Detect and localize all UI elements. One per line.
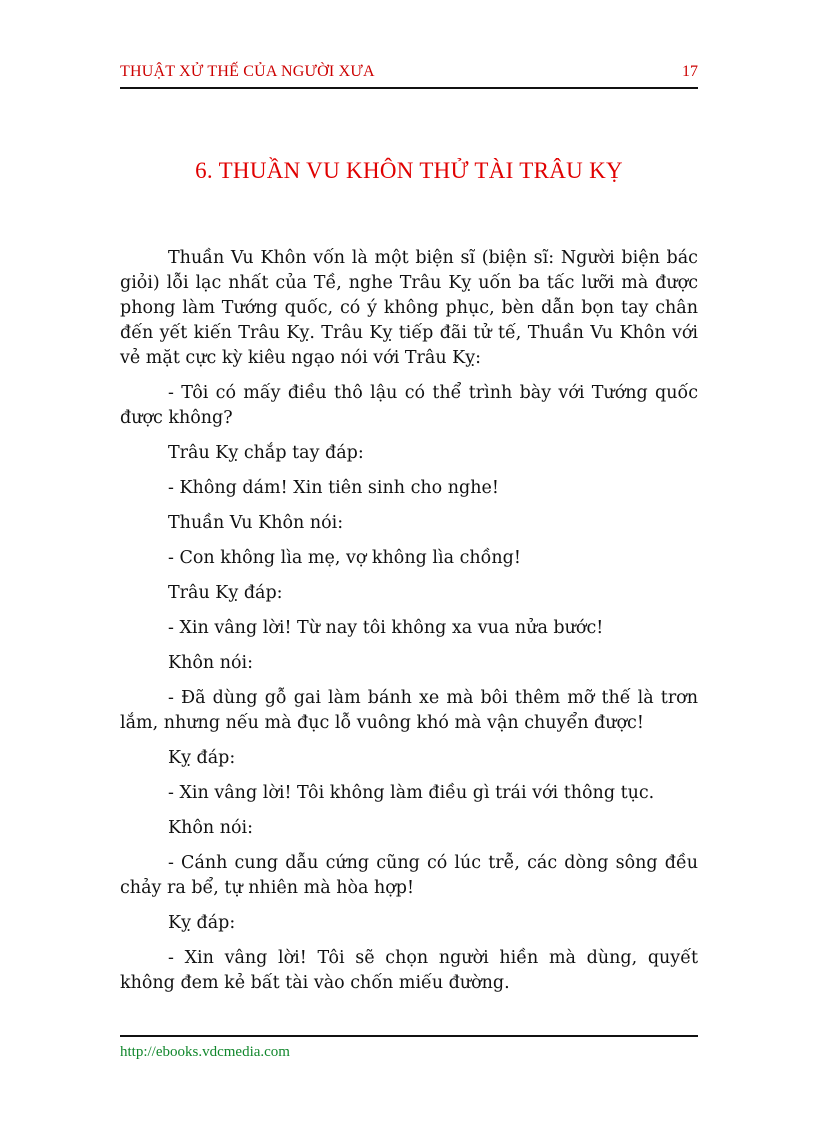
paragraph: - Con không lìa mẹ, vợ không lìa chồng!: [168, 548, 521, 568]
paragraph: Khôn nói:: [168, 653, 254, 673]
paragraph: Khôn nói:: [168, 818, 254, 838]
chapter-title: 6. THUẦN VU KHÔN THỬ TÀI TRÂU KỴ: [195, 158, 623, 183]
paragraph: - Không dám! Xin tiên sinh cho nghe!: [168, 478, 499, 498]
paragraph: - Đã dùng gỗ gai làm bánh xe mà bôi thêm mỡ thế là trơn lắm, nhưng nếu mà đục lỗ vuông khó mà vận chuyển được!: [120, 688, 698, 733]
paragraph: - Xin vâng lời! Tôi sẽ chọn người hiền mà dùng, quyết không đem kẻ bất tài vào chốn miếu đường.: [120, 948, 698, 993]
paragraph: - Cánh cung dẫu cứng cũng có lúc trễ, các dòng sông đều chảy ra bể, tự nhiên mà hòa hợp!: [120, 853, 698, 898]
paragraph: Thuần Vu Khôn nói:: [168, 513, 344, 533]
paragraph: Trâu Kỵ chắp tay đáp:: [168, 443, 364, 463]
paragraph: - Tôi có mấy điều thô lậu có thể trình bày với Tướng quốc được không?: [120, 383, 698, 428]
paragraph: Kỵ đáp:: [168, 913, 236, 933]
footer-divider: [120, 1035, 698, 1037]
header-divider: [120, 87, 698, 89]
book-title: THUẬT XỬ THẾ CỦA NGƯỜI XƯA: [120, 63, 375, 80]
paragraph: Thuần Vu Khôn vốn là một biện sĩ (biện sĩ: Người biện bác giỏi) lỗi lạc nhất của Tề, nghe Trâu Kỵ uốn ba tấc lưỡi mà được phong làm Tướng quốc, có ý không phục, bèn dẫn bọn tay chân đến yết kiến Trâu Kỵ. Trâu Kỵ tiếp đãi tử tế, Thuần Vu Khôn với vẻ mặt cực kỳ kiêu ngạo nói với Trâu Kỵ:: [120, 248, 698, 368]
paragraph: Trâu Kỵ đáp:: [168, 583, 283, 603]
footer-link[interactable]: http://ebooks.vdcmedia.com: [120, 1044, 290, 1060]
paragraph: - Xin vâng lời! Từ nay tôi không xa vua nửa bước!: [168, 618, 604, 638]
paragraph: Kỵ đáp:: [168, 748, 236, 768]
body-text: [120, 246, 698, 1006]
page-header: [120, 63, 698, 85]
page-number: 17: [682, 63, 698, 80]
paragraph: - Xin vâng lời! Tôi không làm điều gì trái với thông tục.: [168, 783, 655, 803]
